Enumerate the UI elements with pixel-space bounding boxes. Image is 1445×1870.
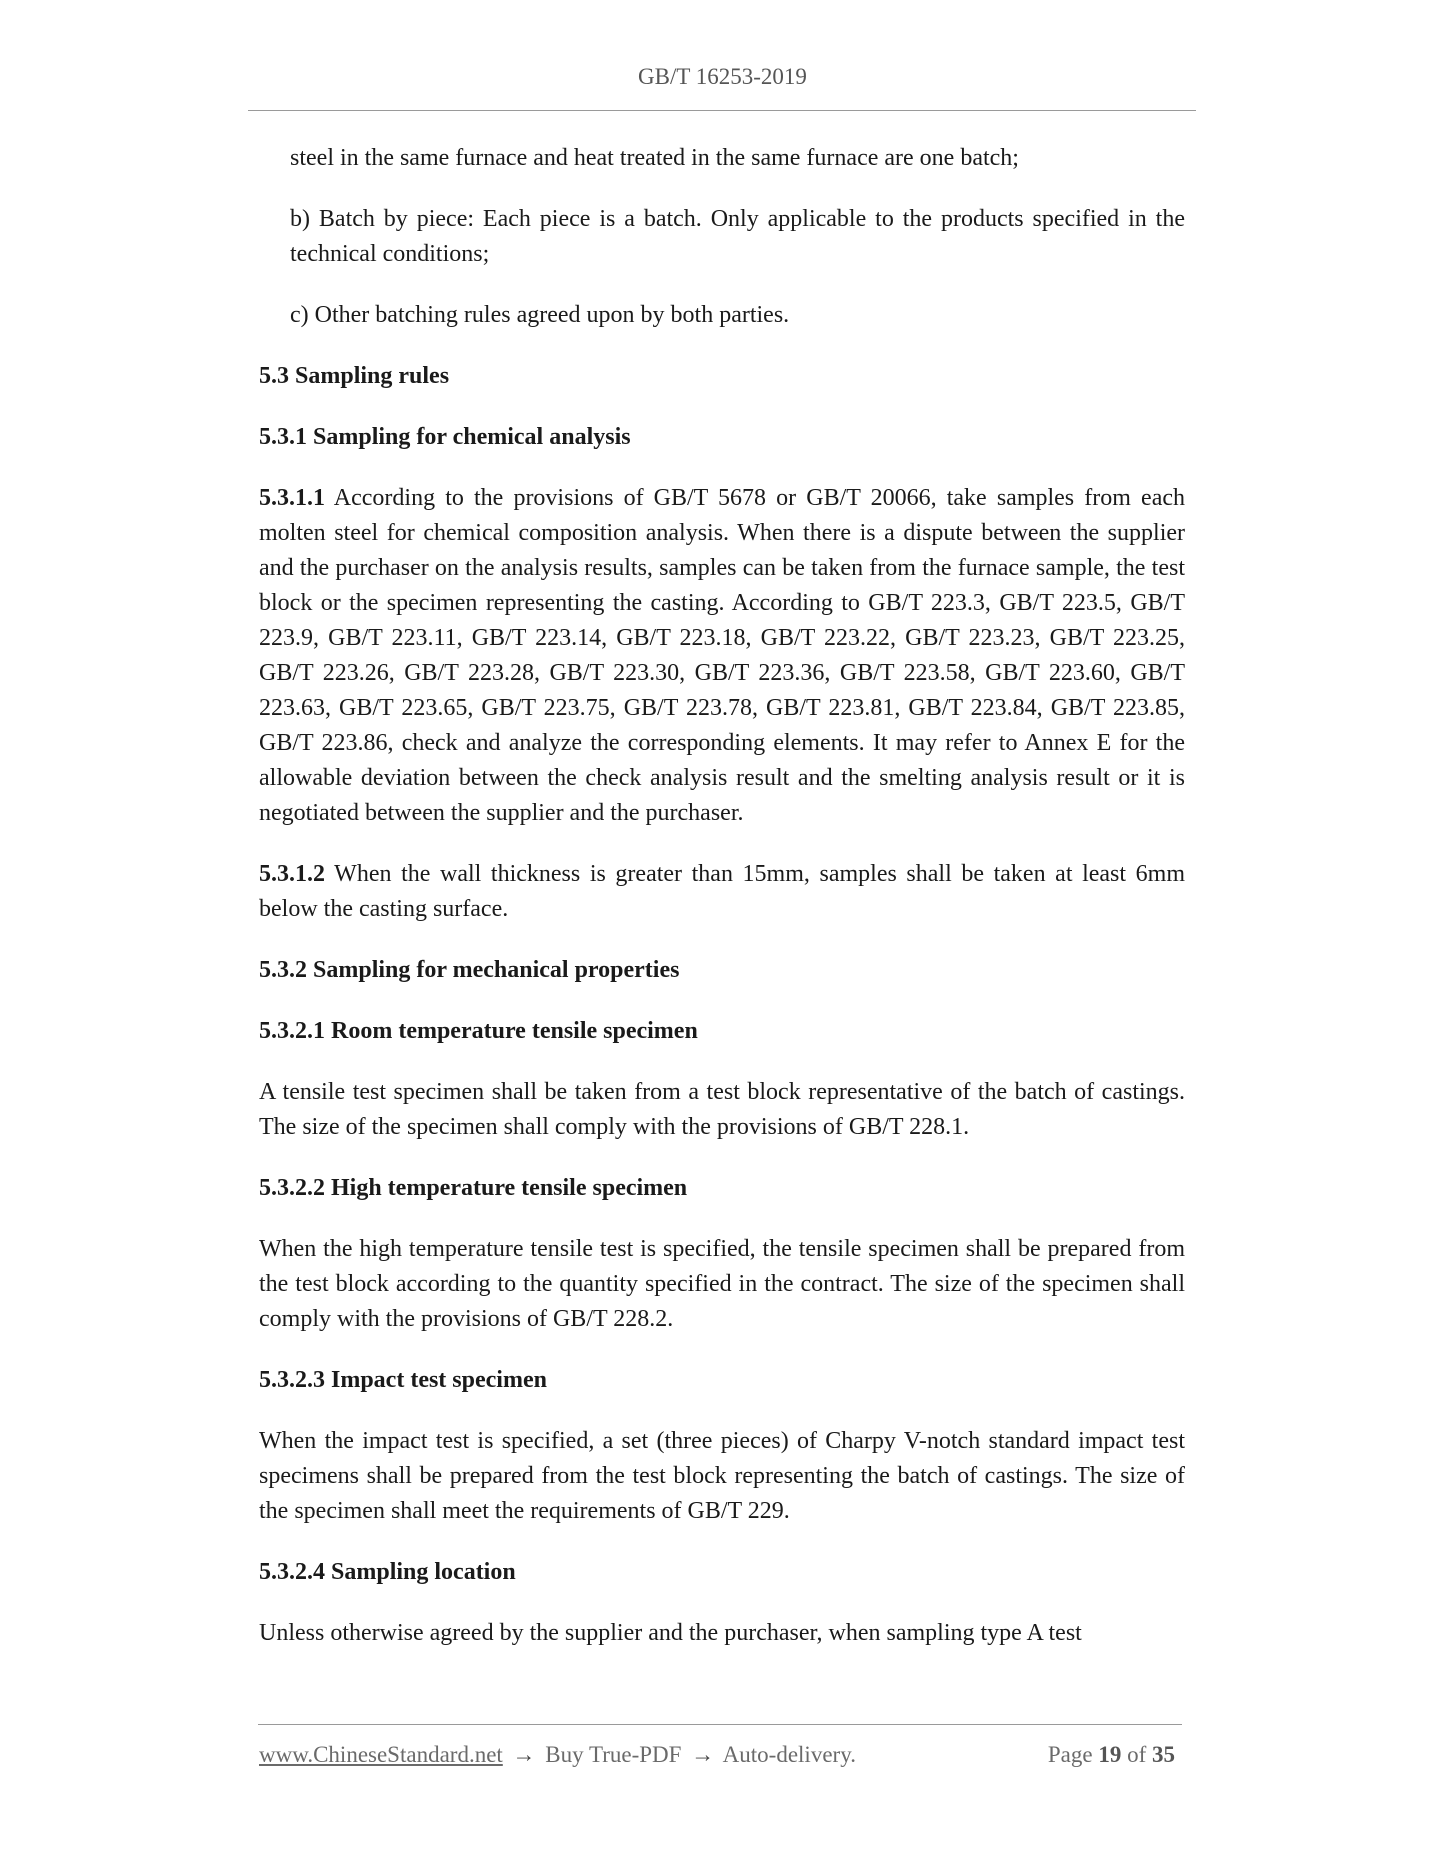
section-heading-5-3-1: 5.3.1 Sampling for chemical analysis [259,424,631,450]
page-label: Page [1047,1742,1093,1767]
document-footer [259,1742,1175,1768]
section-heading-5-3-2-1: 5.3.2.1 Room temperature tensile specimen [259,1018,698,1044]
document-header: GB/T 16253-2019 [638,64,807,89]
clause-5-3-1-2 [259,857,1185,927]
clause-number: 5.3.1.2 [259,861,325,887]
batch-b-item: b) Batch by piece: Each piece is a batch. Only applicable to the products specified in the technical conditions; [290,206,1185,267]
section-heading-5-3: 5.3 Sampling rules [259,363,450,389]
batch-a-continuation: steel in the same furnace and heat treated in the same furnace are one batch; [290,145,1019,171]
page-total: 35 [1152,1742,1175,1767]
clause-number: 5.3.1.1 [259,485,325,511]
auto-delivery-text: Auto-delivery. [722,1742,856,1767]
paragraph-5-3-2-2: When the high temperature tensile test is specified, the tensile specimen shall be prepared from the test block according to the quantity specified in the contract. The size of the specimen shall comply with the provisions of GB/T 228.2. [259,1236,1185,1332]
paragraph-5-3-2-1: A tensile test specimen shall be taken from a test block representative of the batch of castings. The size of the specimen shall comply with the provisions of GB/T 228.1. [259,1079,1185,1140]
section-heading-5-3-2-2: 5.3.2.2 High temperature tensile specimen [259,1175,688,1201]
section-heading-5-3-2: 5.3.2 Sampling for mechanical properties [259,957,680,983]
section-heading-5-3-2-3: 5.3.2.3 Impact test specimen [259,1367,547,1393]
clause-5-3-1-1 [259,481,1185,831]
paragraph-5-3-2-4: Unless otherwise agreed by the supplier and the purchaser, when sampling type A test [259,1620,1082,1646]
site-link[interactable]: www.ChineseStandard.net [259,1742,503,1767]
footer-divider [258,1724,1182,1725]
page-current: 19 [1098,1742,1122,1767]
section-heading-5-3-2-4: 5.3.2.4 Sampling location [259,1559,516,1585]
clause-text: When the wall thickness is greater than 15mm, samples shall be taken at least 6mm below the casting surface. [259,861,1185,922]
buy-pdf-text: Buy True-PDF [545,1742,682,1767]
clause-text: According to the provisions of GB/T 5678 or GB/T 20066, take samples from each molten steel for chemical composition analysis. When there is a dispute between the supplier and the purchaser on the analysis results, samples can be taken from the furnace sample, the test block or the specimen representing the casting. According to GB/T 223.3, GB/T 223.5, GB/T 223.9, GB/T 223.11, GB/T 223.14, GB/T 223.18, GB/T 223.22, GB/T 223.23, GB/T 223.25, GB/T 223.26, GB/T 223.28, GB/T 223.30, GB/T 223.36, GB/T 223.58, GB/T 223.60, GB/T 223.63, GB/T 223.65, GB/T 223.75, GB/T 223.78, GB/T 223.81, GB/T 223.84, GB/T 223.85, GB/T 223.86, check and analyze the corresponding elements. It may refer to Annex E for the allowable deviation between the check analysis result and the smelting analysis result or it is negotiated between the supplier and the purchaser. [259,485,1185,826]
document-body [259,141,1185,1651]
arrow-right-icon: → [691,1742,715,1767]
footer-promo [259,1742,856,1768]
page-of: of [1127,1742,1147,1767]
batch-c-item: c) Other batching rules agreed upon by both parties. [290,302,790,328]
header-divider [248,110,1196,111]
arrow-right-icon: → [512,1742,536,1767]
page-number [1048,1742,1175,1768]
paragraph-5-3-2-3: When the impact test is specified, a set (three pieces) of Charpy V-notch standard impact test specimens shall be prepared from the test block representing the batch of castings. The size of the specimen shall meet the requirements of GB/T 229. [259,1428,1185,1524]
